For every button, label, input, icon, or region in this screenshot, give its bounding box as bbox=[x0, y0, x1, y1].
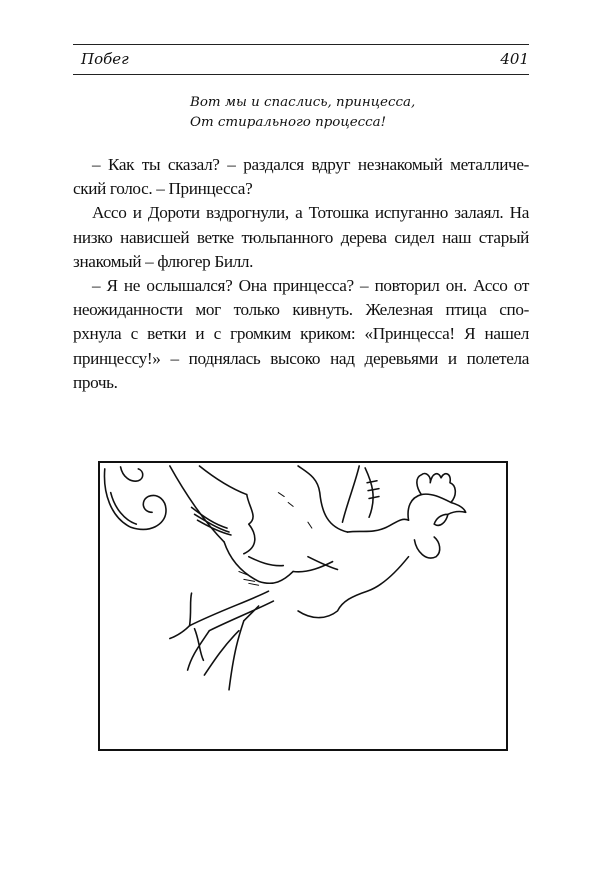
epigraph-line: Вот мы и спаслись, принцесса, bbox=[190, 95, 416, 110]
epigraph bbox=[190, 93, 415, 133]
text-line: – Как ты сказал? – раздался вдруг незнакомый металличе- bbox=[92, 155, 529, 174]
text-line: неожиданности мог только кивнуть. Железная птица спо- bbox=[73, 300, 529, 320]
text-line: – Я не ослышался? Она принцесса? – повторил он. Ассо от bbox=[92, 275, 529, 295]
rooster-drawing-icon bbox=[100, 463, 506, 749]
text-line: рхнула с ветки и с громким криком: «Принцесса! Я нашел bbox=[73, 324, 529, 344]
text-line: низко нависшей ветке тюльпанного дерева сидел наш старый bbox=[73, 227, 529, 247]
rooster-illustration bbox=[98, 461, 508, 751]
chapter-title: Побег bbox=[81, 50, 129, 68]
text-line: принцессу!» – поднялась высоко над деревьями и полетела bbox=[73, 348, 529, 368]
text-line: прочь. bbox=[73, 372, 118, 392]
text-line: ский голос. – Принцесса? bbox=[73, 179, 253, 199]
text-line: знакомый – флюгер Билл. bbox=[73, 251, 254, 271]
header-bottom-rule bbox=[73, 74, 529, 75]
epigraph-line: От стирального процесса! bbox=[190, 115, 386, 130]
header-top-rule bbox=[73, 44, 529, 45]
body-text bbox=[73, 153, 529, 395]
text-line: Ассо и Дороти вздрогнули, а Тотошка испуганно залаял. На bbox=[92, 203, 529, 223]
page-number: 401 bbox=[500, 50, 529, 68]
